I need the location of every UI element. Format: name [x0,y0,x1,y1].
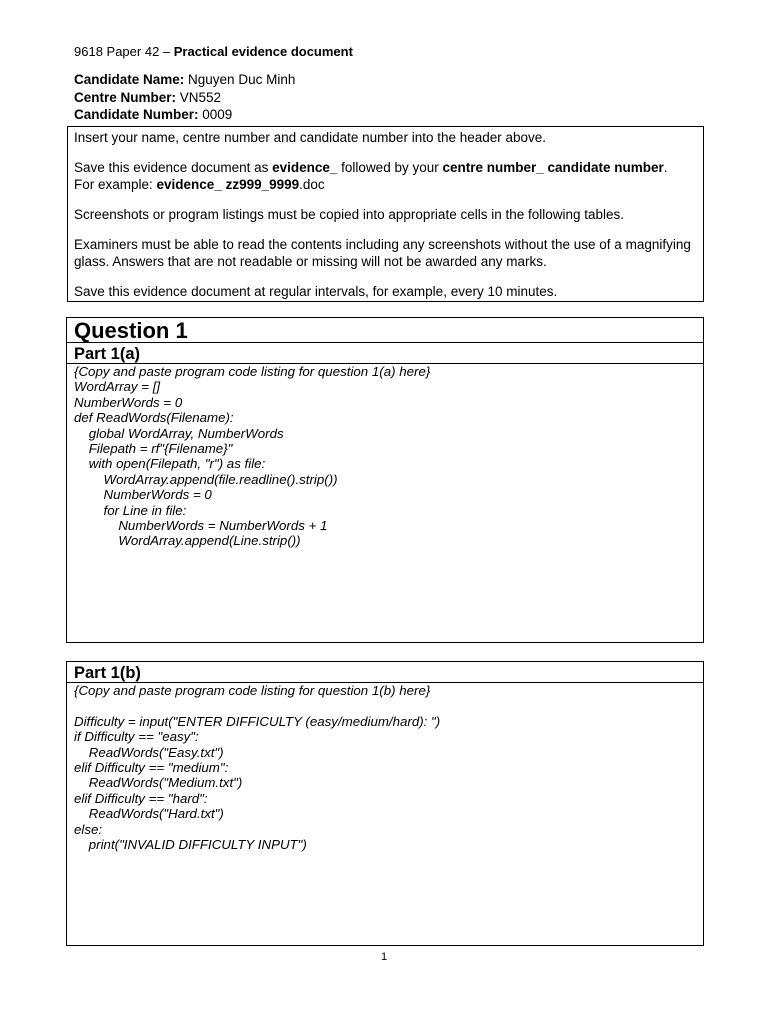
code-line: with open(Filepath, "r") as file: [74,456,266,472]
instruction-4: Examiners must be able to read the contents including any screenshots without the use of a magnifying glass. Answers that are not readable or missing will not be awarded any marks. [74,237,691,269]
code-line: NumberWords = 0 [74,487,212,503]
part-1a-header [66,342,704,364]
code-line: NumberWords = 0 [74,394,183,410]
code-line: Filepath = rf"{Filename}" [74,440,233,456]
part-1a-code-cell[interactable] [66,363,704,643]
part-1b-code [74,683,440,852]
instruction-1: Insert your name, centre number and candidate number into the header above. [74,130,547,145]
code-line: if Difficulty == "easy": [74,729,199,745]
paper-title: 9618 Paper 42 – Practical evidence document [74,44,353,59]
code-line: def ReadWords(Filename): [74,410,234,426]
part-1b-header [66,661,704,683]
code-line: WordArray.append(Line.strip()) [74,533,301,549]
part-1a-title: Part 1(a) [74,345,141,363]
code-line: print("INVALID DIFFICULTY INPUT") [74,836,307,852]
part-1b-title: Part 1(b) [74,664,141,682]
part-1b-code-cell[interactable] [66,682,704,946]
code-line: elif Difficulty == "hard": [74,790,208,806]
code-line: Difficulty = input("ENTER DIFFICULTY (easy/medium/hard): ") [74,713,441,729]
candidate-number-row: Candidate Number: 0009 [74,107,233,122]
code-line: {Copy and paste program code listing for question 1(b) here} [74,683,431,698]
question-1-header [66,317,704,343]
code-line [74,698,440,713]
question-1-title: Question 1 [74,318,188,343]
instruction-5: Save this evidence document at regular intervals, for example, every 10 minutes. [74,284,558,299]
code-line: {Copy and paste program code listing for question 1(a) here} [74,364,431,379]
code-line: WordArray = [] [74,379,161,395]
page-number: 1 [380,951,388,963]
instruction-2: Save this evidence document as evidence_ followed by your centre number_ candidate number. For example: evidence_ zz999_9999.doc [74,160,668,192]
code-line: ReadWords("Medium.txt") [74,775,243,791]
candidate-name-row: Candidate Name: Nguyen Duc Minh [74,72,296,87]
code-line: else: [74,821,103,837]
code-line: for Line in file: [74,502,187,518]
document-header [74,43,353,124]
part-1a-code [74,364,430,549]
code-line: WordArray.append(file.readline().strip()) [74,471,338,487]
instructions-box [67,126,704,302]
instruction-3: Screenshots or program listings must be copied into appropriate cells in the following tables. [74,207,625,222]
code-line: NumberWords = NumberWords + 1 [74,517,328,533]
centre-number-row: Centre Number: VN552 [74,89,222,105]
candidate-info [74,71,353,124]
code-line: ReadWords("Hard.txt") [74,806,224,822]
code-line: global WordArray, NumberWords [74,425,284,441]
code-line: ReadWords("Easy.txt") [74,744,224,760]
code-line: elif Difficulty == "medium": [74,759,229,775]
